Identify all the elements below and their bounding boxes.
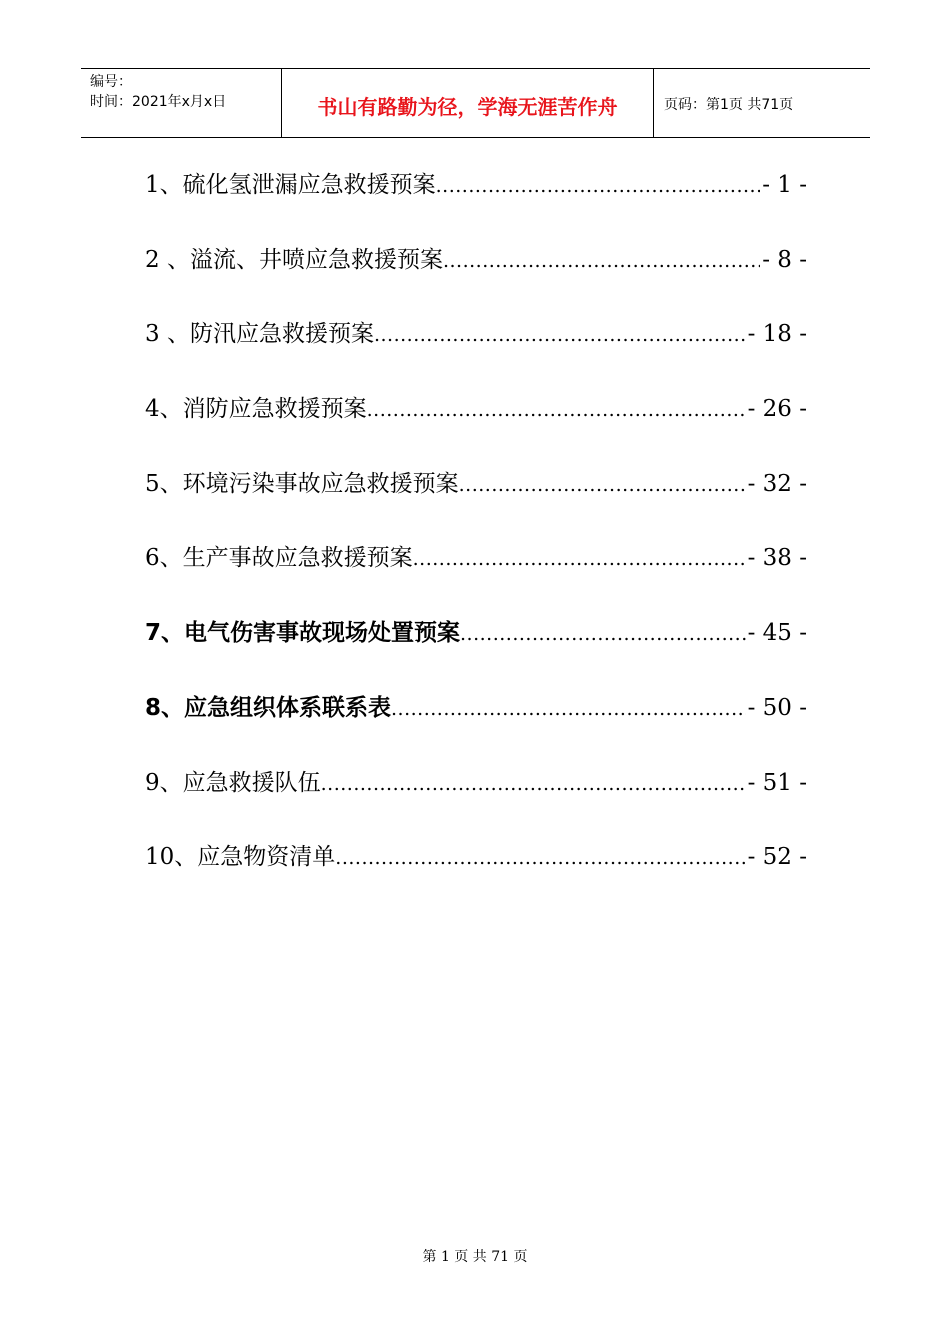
- toc-entry-page: - 18 -: [747, 321, 807, 348]
- page-header: [81, 68, 870, 138]
- toc-entry-page: - 50 -: [747, 694, 807, 721]
- toc-entry-title: 4、消防应急救援预案: [145, 396, 367, 423]
- toc-entry-title: 8、应急组织体系联系表: [145, 694, 392, 721]
- document-number-label: 编号：: [90, 74, 132, 90]
- toc-entry[interactable]: [145, 162, 807, 237]
- toc-entry-page: - 45 -: [747, 620, 807, 647]
- toc-entry-title: 2 、溢流、井喷应急救援预案: [145, 246, 443, 273]
- header-motto: 书山有路勤为径，学海无涯苦作舟: [282, 69, 654, 137]
- toc-entry-title: 10、应急物资清单: [145, 844, 336, 871]
- toc-entry-title: 1、硫化氢泄漏应急救援预案: [145, 172, 436, 198]
- toc-entry[interactable]: [145, 461, 807, 536]
- toc-entry[interactable]: [145, 311, 807, 386]
- toc-entry-page: - 1 -: [762, 172, 807, 198]
- toc-entry-title: 3 、防汛应急救援预案: [145, 321, 374, 348]
- toc-dot-leader: [436, 162, 761, 208]
- toc-dot-leader: [391, 685, 746, 731]
- toc-entry-page: - 51 -: [747, 769, 807, 796]
- toc-dot-leader: [335, 834, 745, 880]
- toc-entry-title: 9、应急救援队伍: [145, 769, 321, 796]
- toc-dot-leader: [413, 535, 746, 581]
- toc-entry-page: - 26 -: [747, 396, 807, 423]
- toc-entry[interactable]: [145, 386, 807, 461]
- toc-entry-title: 6、生产事故应急救援预案: [145, 545, 413, 572]
- toc-dot-leader: [374, 311, 746, 357]
- toc-entry[interactable]: [145, 610, 807, 685]
- header-meta: [81, 69, 282, 137]
- toc-entry[interactable]: [145, 535, 807, 610]
- toc-entry-title: 5、环境污染事故应急救援预案: [145, 470, 459, 497]
- toc-entry[interactable]: [145, 237, 807, 312]
- toc-dot-leader: [321, 760, 746, 806]
- toc-entry-page: - 52 -: [747, 844, 807, 871]
- page-footer: 第 1 页 共 71 页: [422, 1249, 528, 1265]
- toc-entry[interactable]: [145, 834, 807, 909]
- toc-entry-page: - 8 -: [762, 246, 807, 273]
- toc-entry-title: 7、电气伤害事故现场处置预案: [145, 620, 461, 647]
- toc-entry[interactable]: [145, 760, 807, 835]
- toc-entry[interactable]: [145, 685, 807, 760]
- toc-entry-page: - 38 -: [747, 545, 807, 572]
- toc-dot-leader: [367, 386, 746, 432]
- document-date: 时间：2021年x月x日: [90, 94, 227, 110]
- table-of-contents: [145, 162, 807, 909]
- toc-dot-leader: [460, 610, 746, 656]
- toc-entry-page: - 32 -: [747, 470, 807, 497]
- toc-dot-leader: [443, 237, 760, 283]
- header-page-info: 页码：第1页 共71页: [664, 97, 794, 113]
- toc-dot-leader: [459, 461, 746, 507]
